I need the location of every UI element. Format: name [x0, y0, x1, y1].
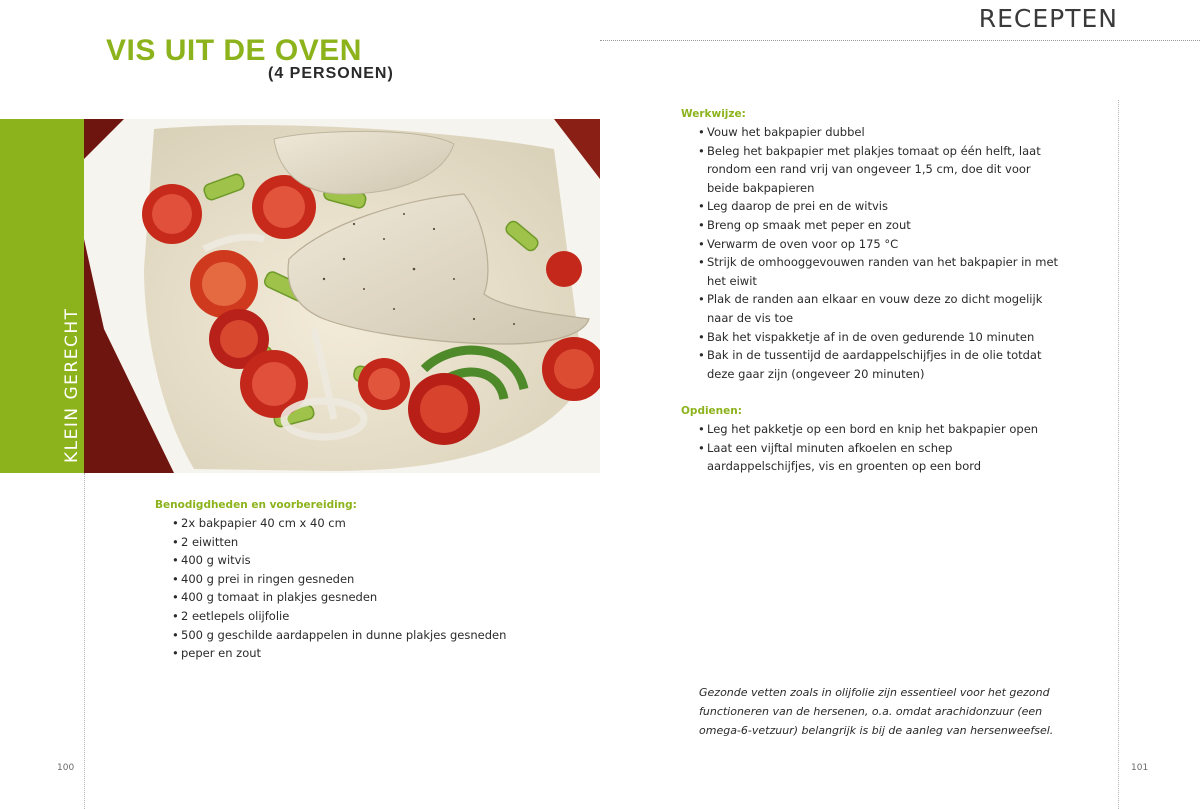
list-item: • 400 g prei in ringen gesneden — [172, 571, 355, 586]
list-item: • Bak in de tussentijd de aardappelschijfjes in de olie totdat deze gaar zijn (ongeveer 20 minuten) — [698, 348, 1042, 381]
list-item: • Leg het pakketje op een bord en knip het bakpapier open — [698, 422, 1039, 436]
recipe-servings: (4 PERSONEN) — [268, 65, 394, 82]
page-number-left: 100 — [57, 763, 75, 773]
ingredients-block — [155, 499, 575, 663]
ingredients-heading: Benodigdheden en voorbereiding: — [155, 499, 357, 511]
left-margin-guide — [84, 473, 85, 809]
list-item: • 2 eiwitten — [172, 534, 239, 549]
list-item: • Strijk de omhooggevouwen randen van het bakpapier in met het eiwit — [698, 255, 1059, 288]
list-item: • Laat een vijftal minuten afkoelen en schep aardappelschijfjes, vis en groenten op een bord — [698, 440, 982, 474]
section-header: RECEPTEN — [978, 4, 1118, 33]
method-heading: Werkwijze: — [681, 108, 746, 120]
serve-heading: Opdienen: — [681, 405, 742, 417]
list-item: • Breng op smaak met peper en zout — [698, 217, 911, 232]
category-label: KLEIN GERECHT — [62, 307, 82, 463]
list-item: • Plak de randen aan elkaar en vouw deze zo dicht mogelijk naar de vis toe — [698, 292, 1043, 325]
header-divider — [600, 40, 1200, 41]
method-block — [681, 108, 1061, 383]
list-item: • Verwarm de oven voor op 175 °C — [698, 236, 899, 251]
list-item: • Vouw het bakpapier dubbel — [698, 125, 865, 139]
dish-photo — [84, 119, 600, 473]
list-item: • peper en zout — [172, 646, 262, 661]
serve-list — [681, 420, 1061, 476]
list-item: • Bak het vispakketje af in de oven gedurende 10 minuten — [698, 329, 1035, 344]
list-item: • 400 g tomaat in plakjes gesneden — [172, 590, 378, 605]
serve-block — [681, 405, 1061, 476]
list-item: • 500 g geschilde aardappelen in dunne plakjes gesneden — [172, 627, 507, 642]
health-note: Gezonde vetten zoals in olijfolie zijn essentieel voor het gezond functioneren van de hersenen, o.a. omdat arachidonzuur (een omega-6-vetzuur) belangrijk is bij de aanleg van hersenweefsel. — [699, 686, 1054, 737]
list-item: • 2x bakpapier 40 cm x 40 cm — [172, 516, 346, 530]
list-item: • 400 g witvis — [172, 553, 251, 568]
list-item: • Leg daarop de prei en de witvis — [698, 199, 888, 214]
list-item: • 2 eetlepels olijfolie — [172, 608, 290, 623]
recipe-title: VIS UIT DE OVEN — [106, 34, 362, 67]
list-item: • Beleg het bakpapier met plakjes tomaat op één helft, laat rondom een rand vrij van ongeveer 1,5 cm, doe dit voor beide bakpapieren — [698, 143, 1041, 195]
ingredients-list — [155, 514, 575, 663]
right-margin-guide — [1118, 100, 1119, 809]
page-number-right: 101 — [1131, 763, 1149, 773]
method-list — [681, 123, 1061, 383]
